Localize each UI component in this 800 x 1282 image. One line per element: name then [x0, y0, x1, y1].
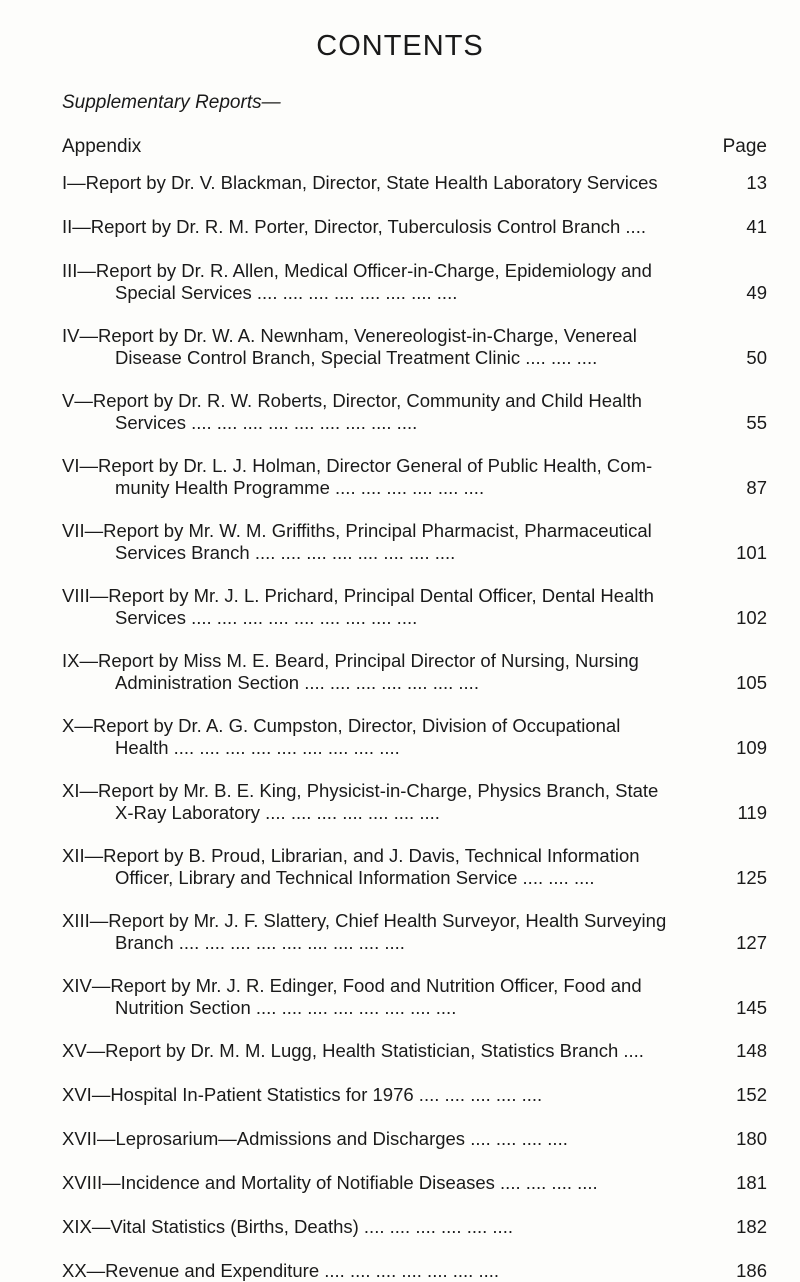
contents-entry [62, 585, 767, 629]
entry-title [62, 1084, 767, 1106]
entry-page-number: 13 [746, 172, 767, 193]
entry-title [62, 1216, 767, 1238]
page-title: CONTENTS [316, 30, 484, 62]
contents-entry [62, 975, 767, 1019]
entry-title [62, 1040, 767, 1062]
entry-title [62, 1128, 767, 1150]
section-subtitle: Supplementary Reports— [62, 92, 281, 113]
entry-line-2: munity Health Programme .... .... .... .... .... .... [115, 477, 485, 498]
appendix-column-header: Appendix [62, 136, 142, 157]
entry-page-number: 148 [736, 1040, 767, 1061]
entry-title [62, 172, 767, 194]
entry-line-1: XVIII—Incidence and Mortality of Notifiable Diseases .... .... .... .... [62, 1172, 598, 1193]
contents-entry [62, 216, 767, 238]
entry-title [62, 780, 767, 824]
contents-entry [62, 1040, 767, 1062]
entry-line-2: Special Services .... .... .... .... .... .... .... .... [115, 282, 458, 303]
entry-title [62, 715, 767, 759]
contents-entry [62, 1084, 767, 1106]
entry-title [62, 260, 767, 304]
contents-entry [62, 390, 767, 434]
entry-line-1: XX—Revenue and Expenditure .... .... .... .... .... .... .... [62, 1260, 500, 1281]
page-column-header: Page [722, 136, 767, 157]
entry-title [62, 520, 767, 564]
entry-line-1: X—Report by Dr. A. G. Cumpston, Director, Division of Occupational [62, 715, 621, 736]
entry-line-1: XVI—Hospital In-Patient Statistics for 1976 .... .... .... .... .... [62, 1084, 543, 1105]
entry-page-number: 102 [736, 607, 767, 628]
entry-page-number: 180 [736, 1128, 767, 1149]
entry-line-2: Branch .... .... .... .... .... .... .... .... .... [115, 932, 405, 953]
entry-line-2: Services .... .... .... .... .... .... .... .... .... [115, 607, 418, 628]
entry-line-1: VI—Report by Dr. L. J. Holman, Director General of Public Health, Com- [62, 455, 653, 476]
entry-line-1: IX—Report by Miss M. E. Beard, Principal Director of Nursing, Nursing [62, 650, 639, 671]
contents-entry [62, 910, 767, 954]
entry-line-2: X-Ray Laboratory .... .... .... .... .... .... .... [115, 802, 440, 823]
entry-line-1: XI—Report by Mr. B. E. King, Physicist-in-Charge, Physics Branch, State [62, 780, 659, 801]
entry-line-1: XVII—Leprosarium—Admissions and Discharges .... .... .... .... [62, 1128, 568, 1149]
entry-line-1: I—Report by Dr. V. Blackman, Director, State Health Laboratory Services [62, 172, 658, 193]
entry-page-number: 105 [736, 672, 767, 693]
entry-page-number: 186 [736, 1260, 767, 1281]
contents-entry [62, 520, 767, 564]
contents-entry [62, 715, 767, 759]
entry-page-number: 49 [746, 282, 767, 303]
entry-page-number: 127 [736, 932, 767, 953]
entry-title [62, 910, 767, 954]
contents-entry [62, 1128, 767, 1150]
entry-line-1: V—Report by Dr. R. W. Roberts, Director, Community and Child Health [62, 390, 642, 411]
entry-line-2: Officer, Library and Technical Information Service .... .... .... [115, 867, 595, 888]
entry-page-number: 101 [736, 542, 767, 563]
contents-entry [62, 845, 767, 889]
entry-title [62, 975, 767, 1019]
entry-page-number: 182 [736, 1216, 767, 1237]
entry-line-2: Disease Control Branch, Special Treatment Clinic .... .... .... [115, 347, 598, 368]
entry-title [62, 390, 767, 434]
entry-line-2: Services Branch .... .... .... .... .... .... .... .... [115, 542, 456, 563]
entry-title [62, 325, 767, 369]
contents-entry [62, 780, 767, 824]
contents-entry [62, 325, 767, 369]
contents-entry [62, 1216, 767, 1238]
entry-line-2: Services .... .... .... .... .... .... .... .... .... [115, 412, 418, 433]
entry-page-number: 119 [737, 802, 767, 823]
entry-line-1: XIV—Report by Mr. J. R. Edinger, Food and Nutrition Officer, Food and [62, 975, 642, 996]
entry-title [62, 650, 767, 694]
entry-title [62, 585, 767, 629]
entry-page-number: 109 [736, 737, 767, 758]
entry-line-1: II—Report by Dr. R. M. Porter, Director, Tuberculosis Control Branch .... [62, 216, 646, 237]
entry-line-2: Administration Section .... .... .... .... .... .... .... [115, 672, 479, 693]
contents-entry [62, 1172, 767, 1194]
entry-line-1: XV—Report by Dr. M. M. Lugg, Health Statistician, Statistics Branch .... [62, 1040, 644, 1061]
entry-page-number: 181 [736, 1172, 767, 1193]
entry-line-1: III—Report by Dr. R. Allen, Medical Officer-in-Charge, Epidemiology and [62, 260, 652, 281]
entry-line-1: IV—Report by Dr. W. A. Newnham, Venereologist-in-Charge, Venereal [62, 325, 637, 346]
contents-entry [62, 1260, 767, 1282]
entry-title [62, 455, 767, 499]
entry-page-number: 125 [736, 867, 767, 888]
entry-page-number: 50 [746, 347, 767, 368]
entry-line-1: XIX—Vital Statistics (Births, Deaths) .... .... .... .... .... .... [62, 1216, 513, 1237]
entry-title [62, 1172, 767, 1194]
entry-line-1: XIII—Report by Mr. J. F. Slattery, Chief Health Surveyor, Health Surveying [62, 910, 667, 931]
contents-entry [62, 455, 767, 499]
entry-page-number: 145 [736, 997, 767, 1018]
contents-entry [62, 650, 767, 694]
entry-page-number: 55 [746, 412, 767, 433]
entry-title [62, 845, 767, 889]
entry-line-2: Health .... .... .... .... .... .... .... .... .... [115, 737, 400, 758]
entry-page-number: 41 [746, 216, 767, 237]
entry-line-1: VII—Report by Mr. W. M. Griffiths, Principal Pharmacist, Pharmaceutical [62, 520, 652, 541]
entry-line-1: XII—Report by B. Proud, Librarian, and J. Davis, Technical Information [62, 845, 640, 866]
entry-page-number: 152 [736, 1084, 767, 1105]
entry-line-1: VIII—Report by Mr. J. L. Prichard, Principal Dental Officer, Dental Health [62, 585, 654, 606]
entry-page-number: 87 [746, 477, 767, 498]
entry-title [62, 216, 767, 238]
contents-entry [62, 172, 767, 194]
contents-entry [62, 260, 767, 304]
entry-line-2: Nutrition Section .... .... .... .... .... .... .... .... [115, 997, 457, 1018]
entry-title [62, 1260, 767, 1282]
